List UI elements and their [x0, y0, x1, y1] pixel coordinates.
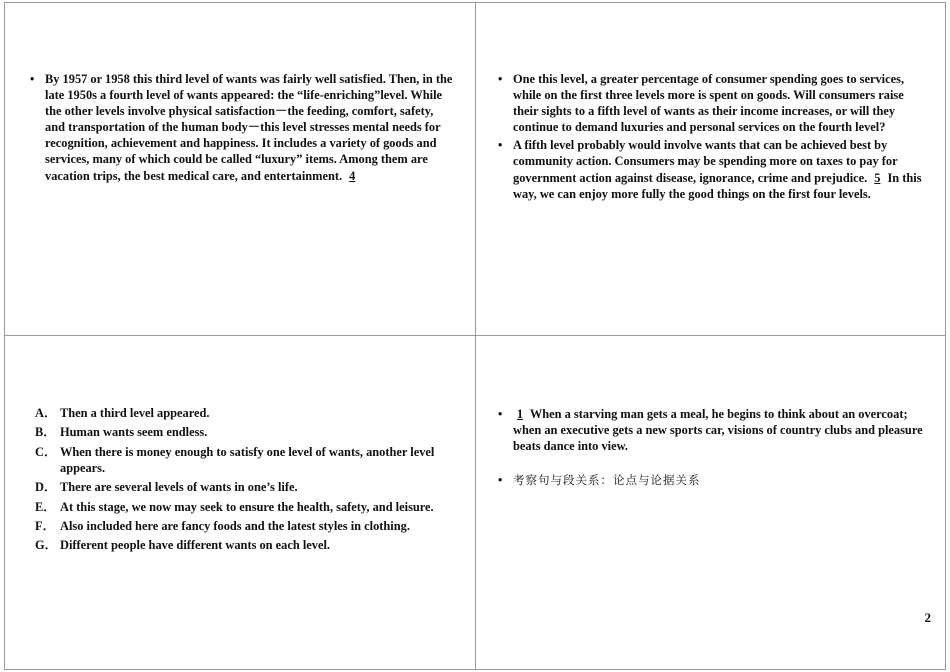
bullet-icon: •	[498, 407, 503, 421]
option-letter: E．	[35, 499, 56, 514]
option-list	[35, 405, 455, 557]
paragraph-bullet	[30, 71, 455, 184]
option-text: Different people have different wants on each level.	[60, 538, 331, 553]
note-text: 考察句与段关系：论点与论据关系	[513, 473, 701, 488]
paragraph-bullet	[498, 71, 923, 135]
paragraph-text: One this level, a greater percentage of consumer spending goes to services, while on the first three levels more is spent on goods. Will consumers raise their sights to a fifth level of wants as their income increases, or will they continue to demand luxuries and personal services on the fourth level?	[513, 72, 905, 135]
blank-number: 4	[349, 168, 356, 183]
option-letter: D．	[35, 480, 57, 495]
option-text: When there is money enough to satisfy one level of wants, another level appears.	[60, 444, 435, 475]
paragraph-text: When a starving man gets a meal, he begins to think about an overcoat; when an executive gets a new sports car, visions of country clubs and pleasure beats dance into view.	[513, 407, 923, 454]
bullet-icon: •	[30, 72, 35, 86]
option-item	[35, 479, 455, 495]
option-text: Then a third level appeared.	[60, 406, 210, 420]
note-bullet	[498, 472, 923, 488]
bullet-list	[30, 71, 455, 186]
option-item	[35, 424, 455, 440]
bullet-list	[498, 406, 923, 490]
option-item	[35, 499, 455, 515]
bullet-icon: •	[498, 473, 503, 488]
slide-top-left	[4, 2, 476, 336]
option-letter: F．	[35, 518, 55, 533]
option-text: At this stage, we now may seek to ensure the health, safety, and leisure.	[60, 499, 434, 514]
blank-number: 1	[516, 407, 524, 421]
option-item	[35, 405, 455, 421]
option-text: Also included here are fancy foods and the latest styles in clothing.	[60, 518, 410, 533]
bullet-list	[498, 71, 923, 204]
bullet-icon: •	[498, 72, 503, 86]
paragraph-text: In this way, we can enjoy more fully the good things on the first four levels.	[513, 170, 922, 201]
option-text: Human wants seem endless.	[60, 425, 208, 440]
paragraph-bullet	[498, 406, 923, 454]
blank-number: 5	[874, 170, 881, 185]
paragraph-text: By 1957 or 1958 this third level of wants was fairly well satisfied. Then, in the late 1950s a fourth level of wants appeared: the “life-enriching”level. While the other levels involve physical satisfaction－the feeding, comfort, safety, and transportation of the human body－this level stresses mental needs for recognition, achievement and happiness. It includes a variety of goods and services, many of which could be called “luxury” items. Among them are vacation trips, the best medical care, and entertainment.	[45, 72, 453, 183]
slide-bottom-left	[4, 335, 476, 670]
page-number: 2	[924, 610, 931, 625]
option-item	[35, 444, 455, 476]
slide-bottom-right	[475, 335, 946, 670]
paragraph-bullet	[498, 137, 923, 201]
paragraph-text: A fifth level probably would involve wants that can be achieved best by community action. Consumers may be spending more on taxes to pay for government action against disease, ignorance, crime and prejudice.	[513, 138, 898, 185]
option-text: There are several levels of wants in one’s life.	[60, 480, 298, 495]
option-letter: B．	[35, 425, 56, 440]
option-item	[35, 537, 455, 553]
option-letter: G．	[35, 538, 58, 553]
option-letter: C．	[35, 444, 57, 459]
bullet-icon: •	[498, 138, 503, 153]
option-letter: A．	[35, 406, 57, 420]
option-item	[35, 518, 455, 534]
slide-top-right	[475, 2, 946, 336]
